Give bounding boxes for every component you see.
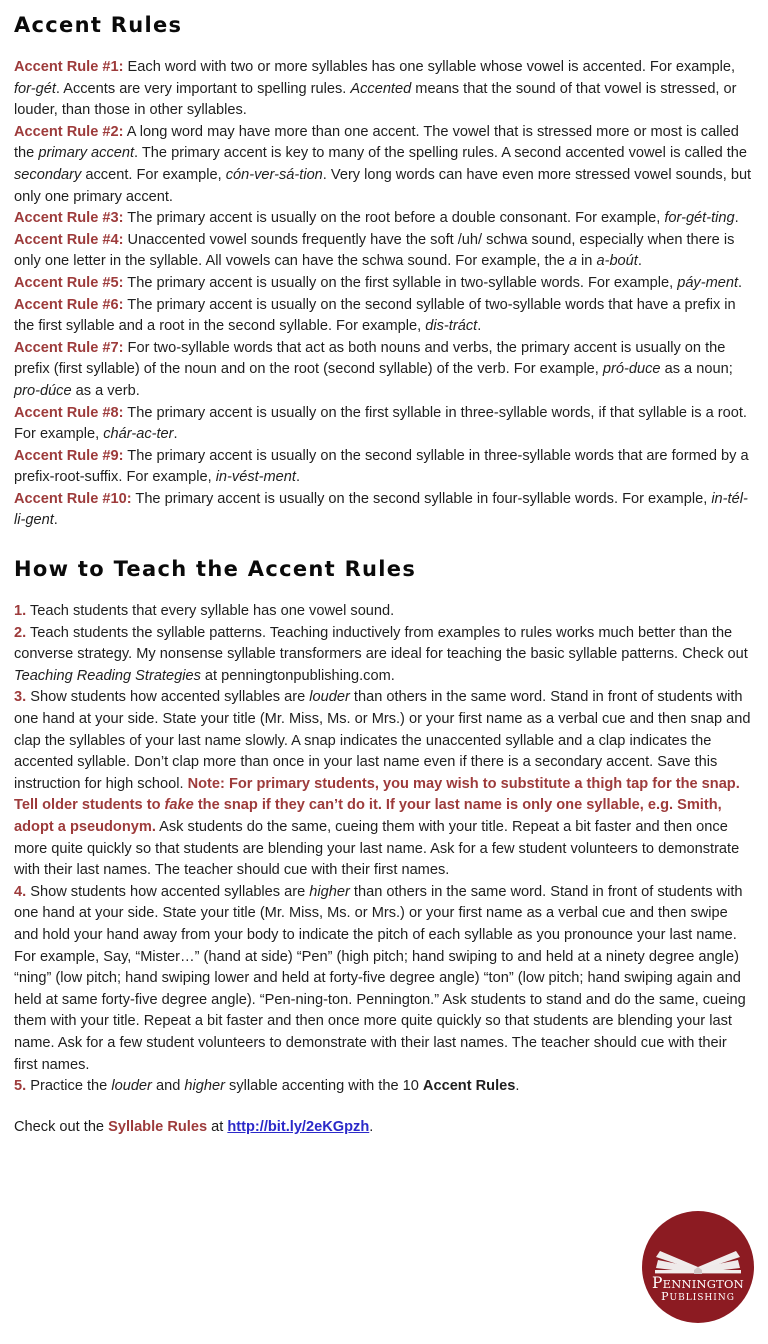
- open-book-icon: [650, 1237, 746, 1277]
- pennington-publishing-logo: [642, 1211, 754, 1323]
- logo-brand-initial: P: [652, 1274, 663, 1292]
- footer-callout: [14, 1117, 752, 1139]
- logo-circle: [642, 1211, 754, 1323]
- rule-text: . Very long words can have even more stressed vowel sounds, but only one primary accent.: [14, 166, 752, 205]
- step-number: 5.: [14, 1078, 27, 1095]
- step-emphasis: higher: [184, 1078, 225, 1095]
- logo-brand-name: [642, 1275, 754, 1292]
- rule-label: Accent Rule #7:: [14, 339, 124, 356]
- rule-text: .: [477, 318, 482, 335]
- rule-item-3: [14, 208, 752, 230]
- rule-text: . The primary accent is key to many of the spelling rules. A second accented vowel is called the: [134, 145, 748, 162]
- rule-label: Accent Rule #6:: [14, 296, 124, 313]
- rule-text: in: [577, 253, 597, 270]
- rule-text: . Accents are very important to spelling rules.: [55, 80, 351, 97]
- step-emphasis: louder: [309, 689, 350, 706]
- logo-sub-initial: P: [661, 1290, 670, 1303]
- rule-text: The primary accent is usually on the second syllable in three-syllable words that are formed by a prefix-root-suffix. For example,: [14, 447, 749, 486]
- note-text: the snap if they can’t do it. If your last name is only one syllable, e.g. Smith, adopt a pseudonym.: [14, 797, 722, 835]
- rule-label: Accent Rule #5:: [14, 274, 124, 291]
- rule-text: The primary accent is usually on the first syllable in three-syllable words, if that syllable is a root. For example,: [14, 404, 747, 443]
- rule-text: A long word may have more than one accent. The vowel that is stressed more or most is called the: [14, 123, 739, 162]
- rule-example: dis-tráct: [425, 318, 478, 335]
- step-text: Teach students that every syllable has one vowel sound.: [26, 603, 395, 620]
- rule-emphasis: Accented: [350, 80, 412, 97]
- step-text: Practice the: [26, 1078, 112, 1095]
- step-number: 1.: [14, 603, 27, 620]
- rule-example: for-gét: [14, 80, 56, 97]
- step-emphasis: louder: [111, 1078, 152, 1095]
- rule-label: Accent Rule #8:: [14, 404, 124, 421]
- rule-label: Accent Rule #3:: [14, 210, 124, 227]
- rule-item-9: [14, 446, 752, 489]
- footer-middle: at: [207, 1118, 228, 1135]
- rule-text: .: [738, 274, 743, 291]
- rule-item-8: [14, 403, 752, 446]
- rule-example: a-boút: [596, 253, 638, 270]
- rule-text: The primary accent is usually on the root before a double consonant. For example,: [123, 210, 665, 227]
- step-text: Show students how accented syllables are: [26, 883, 310, 900]
- rule-item-2: [14, 122, 752, 208]
- rule-text: Unaccented vowel sounds frequently have the soft /uh/ schwa sound, especially when there is only one letter in the syllable. All vowels can have the schwa sound. For example, the: [14, 231, 735, 270]
- rule-example: in-vést-ment: [215, 469, 296, 486]
- rule-text: .: [295, 469, 301, 486]
- rule-text: .: [173, 426, 178, 443]
- step-text: syllable accenting with the 10: [224, 1078, 423, 1095]
- rule-example: cón-ver-sá-tion: [225, 166, 323, 183]
- note-emphasis: fake: [164, 797, 194, 814]
- rule-text: as a verb.: [71, 382, 140, 399]
- rule-text: means that the sound of that vowel is stressed, or louder, than those in other syllables.: [14, 80, 737, 119]
- accent-rules-list: [14, 57, 752, 532]
- step-emphasis: higher: [309, 883, 350, 900]
- rule-text: The primary accent is usually on the second syllable in four-syllable words. For example,: [131, 490, 712, 507]
- rule-item-10: [14, 489, 752, 532]
- rule-label: Accent Rule #9:: [14, 447, 124, 464]
- step-text: Teach students the syllable patterns. Teaching inductively from examples to rules works much better than the converse strategy. My nonsense syllable transformers are ideal for teaching the basic syllable patterns. Check out: [14, 624, 748, 663]
- rule-text: The primary accent is usually on the first syllable in two-syllable words. For example,: [123, 274, 678, 291]
- logo-brand-rest: ENNINGTON: [662, 1277, 744, 1291]
- rule-text: as a noun;: [660, 361, 733, 378]
- accent-rules-reference: Accent Rules: [422, 1078, 516, 1095]
- rule-text: Each word with two or more syllables has one syllable whose vowel is accented. For example,: [123, 59, 736, 75]
- rule-item-5: [14, 273, 752, 295]
- how-to-teach-heading-wrap: [14, 556, 752, 582]
- step-number: 3.: [14, 689, 27, 706]
- step-text: and: [151, 1078, 185, 1095]
- rule-emphasis: secondary: [14, 166, 82, 183]
- page-title-accent-rules: Accent Rules: [14, 13, 183, 37]
- rule-item-4: [14, 230, 752, 273]
- rule-example: pró-duce: [602, 361, 661, 378]
- step-item-3: [14, 687, 752, 881]
- step-item-1: [14, 601, 752, 623]
- logo-sub-rest: UBLISHING: [669, 1293, 735, 1303]
- rule-example: in-tél-li-gent: [14, 490, 748, 529]
- rule-text: .: [53, 512, 58, 529]
- rule-text: accent. For example,: [81, 166, 226, 183]
- step-text: Ask students do the same, cueing them with your title. Repeat a bit faster and then once more quite quickly so that students are blending your last name. Ask for a few student volunteers to demonstrate with their last names. The teacher should cue with their first names.: [14, 819, 740, 879]
- rule-label: Accent Rule #1:: [14, 59, 124, 75]
- rule-example: páy-ment: [677, 274, 739, 291]
- step-text: than others in the same word. Stand in front of students with one hand at your side. State your title (Mr. Miss, Ms. or Mrs.) or your first name as a verbal cue and then swipe and hold your hand away from your body to indicate the pitch of each syllable as you pronounce your last name. For example, Say, “Mister…” (hand at side) “Pen” (high pitch; hand swiping to and held at a ninety degree angle) “ning” (low pitch; hand swiping lower and held at forty-five degree angle) “ton” (low pitch; hand swiping again and held at same forty-five degree angle). “Pen-ning-ton. Pennington.” Ask students to stand and do the same, cueing them with your title. Repeat a bit faster and then once more quite quickly so that students are blending your last name. Ask for a few student volunteers to demonstrate with their last names. The teacher should cue with their first names.: [14, 883, 746, 1073]
- syllable-rules-label: Syllable Rules: [108, 1118, 208, 1135]
- step-text: at penningtonpublishing.com.: [200, 667, 395, 684]
- syllable-rules-link[interactable]: http://bit.ly/2eKGpzh: [227, 1118, 370, 1135]
- rule-item-6: [14, 295, 752, 338]
- rule-label: Accent Rule #4:: [14, 231, 124, 248]
- step-text: than others in the same word. Stand in front of students with one hand at your side. State your title (Mr. Miss, Ms. or Mrs.) or your first name as a verbal cue and then snap and clap the syllables of your last name slowly. A snap indicates the unaccented syllable and a clap indicates the accented syllable. Don’t clap more than once in your last name even if there is a secondary accent. Save this instruction for high school.: [14, 689, 751, 792]
- rule-label: Accent Rule #2:: [14, 123, 124, 140]
- note-text: Note: For primary students, you may wish to substitute a thigh tap for the snap. Tell older students to: [14, 775, 740, 814]
- rule-emphasis: a: [568, 253, 577, 270]
- page-title-how-to-teach: How to Teach the Accent Rules: [14, 557, 417, 582]
- rule-item-7: [14, 338, 752, 403]
- rule-item-1: [14, 57, 752, 122]
- step-number: 4.: [14, 883, 27, 900]
- rule-example: for-gét-ting: [664, 210, 735, 227]
- rule-text: .: [637, 253, 642, 270]
- teaching-steps-list: [14, 601, 752, 1098]
- logo-brand-subtitle: [642, 1292, 754, 1303]
- book-title: Teaching Reading Strategies: [14, 667, 201, 684]
- rule-text: For two-syllable words that act as both nouns and verbs, the primary accent is usually on the prefix (first syllable) of the noun and on the root (second syllable) of the verb. For example,: [14, 339, 726, 378]
- step-text: .: [515, 1078, 520, 1095]
- step-item-4: [14, 882, 752, 1076]
- rule-text: .: [734, 210, 739, 227]
- rule-label: Accent Rule #10:: [14, 490, 132, 507]
- footer-prefix: Check out the: [14, 1118, 109, 1135]
- rule-example: chár-ac-ter: [103, 426, 174, 443]
- rule-emphasis: primary accent: [38, 145, 135, 162]
- footer-suffix: .: [369, 1118, 374, 1135]
- rule-example: pro-dúce: [14, 382, 72, 399]
- step-item-5: [14, 1076, 752, 1098]
- step-item-2: [14, 623, 752, 688]
- step-number: 2.: [14, 624, 27, 641]
- step-text: Show students how accented syllables are: [26, 689, 310, 706]
- rule-text: The primary accent is usually on the second syllable of two-syllable words that have a prefix in the first syllable and a root in the second syllable. For example,: [14, 296, 736, 335]
